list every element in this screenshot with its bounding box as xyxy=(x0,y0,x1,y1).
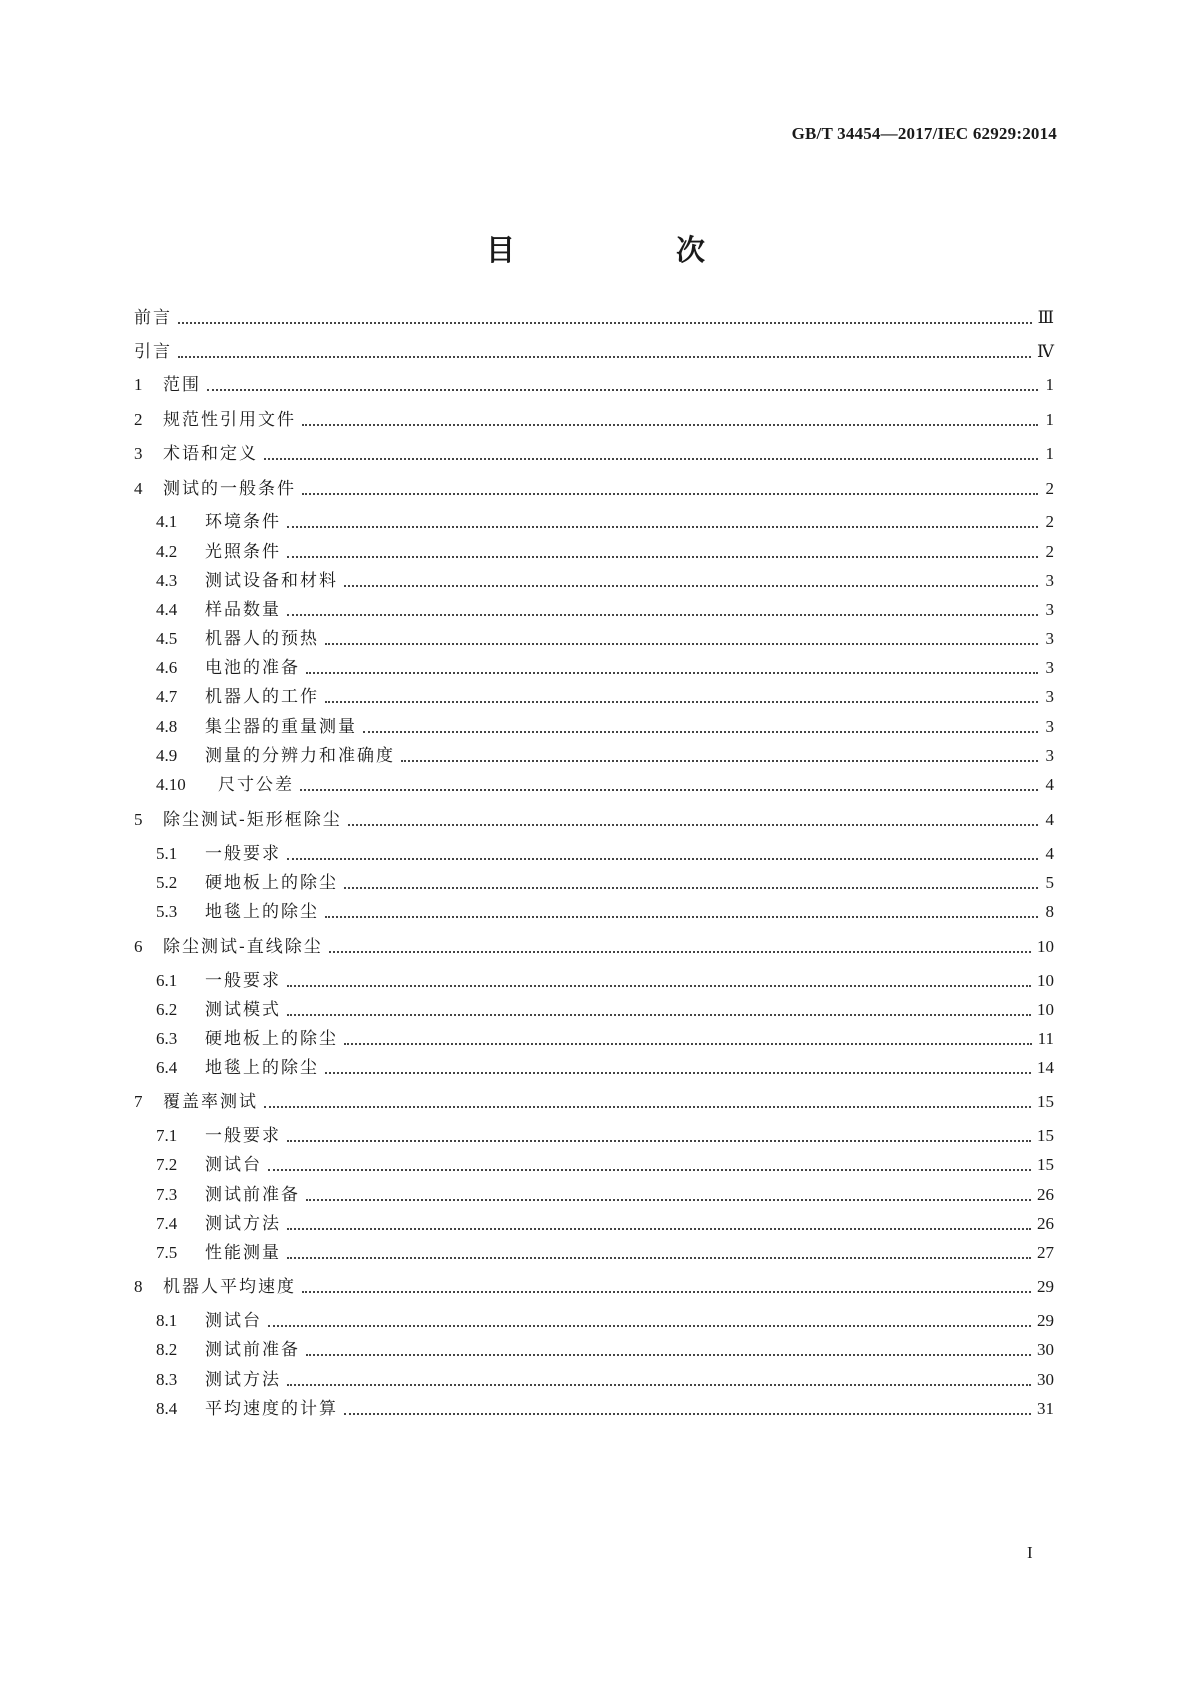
toc-dot-leader xyxy=(344,1043,1032,1045)
toc-entry-page: 31 xyxy=(1037,1399,1054,1418)
toc-entry-page: 30 xyxy=(1037,1370,1054,1389)
toc-dot-leader xyxy=(325,916,1038,918)
toc-entry-title: 测试模式 xyxy=(205,1000,281,1020)
toc-entry[interactable] xyxy=(134,407,1054,433)
toc-entry[interactable] xyxy=(156,1152,1054,1178)
toc-entry-number: 4.1 xyxy=(156,512,178,531)
toc-entry-page: 3 xyxy=(1045,746,1054,765)
toc-entry-number: 4.3 xyxy=(156,571,178,590)
toc-entry-number: 7.5 xyxy=(156,1243,178,1262)
toc-entry-number: 8.3 xyxy=(156,1370,178,1389)
toc-dot-leader xyxy=(287,1014,1031,1016)
toc-entry[interactable] xyxy=(134,934,1054,960)
toc-dot-leader xyxy=(178,322,1032,324)
toc-dot-leader xyxy=(268,1325,1031,1327)
toc-dot-leader xyxy=(264,458,1038,460)
toc-entry[interactable] xyxy=(134,372,1054,398)
toc-dot-leader xyxy=(401,760,1038,762)
toc-entry-number: 4.2 xyxy=(156,542,178,561)
toc-entry-number: 4.7 xyxy=(156,687,178,706)
toc-entry-page: 1 xyxy=(1045,375,1054,394)
toc-entry-title: 硬地板上的除尘 xyxy=(205,1029,338,1049)
toc-entry-title: 除尘测试-直线除尘 xyxy=(163,937,323,957)
toc-entry[interactable] xyxy=(156,1055,1054,1081)
page-title: 目 次 xyxy=(485,233,771,267)
toc-dot-leader xyxy=(178,356,1031,358)
toc-entry[interactable] xyxy=(134,476,1054,502)
toc-entry[interactable] xyxy=(156,968,1054,994)
toc-entry-page: 8 xyxy=(1045,902,1054,921)
toc-dot-leader xyxy=(302,1291,1031,1293)
toc-entry-page: Ⅲ xyxy=(1037,308,1054,327)
toc-entry-number: 4.5 xyxy=(156,629,178,648)
toc-entry-page: 29 xyxy=(1037,1311,1054,1330)
toc-entry-title: 测量的分辨力和准确度 xyxy=(205,746,395,766)
toc-entry-page: 4 xyxy=(1045,810,1054,829)
toc-entry-number: 7.4 xyxy=(156,1214,178,1233)
toc-entry[interactable] xyxy=(134,1274,1054,1300)
toc-entry-title: 性能测量 xyxy=(205,1243,281,1263)
toc-dot-leader xyxy=(287,858,1038,860)
toc-dot-leader xyxy=(325,1072,1031,1074)
toc-entry-title: 硬地板上的除尘 xyxy=(205,873,338,893)
toc-entry-title: 样品数量 xyxy=(205,600,281,620)
toc-entry-title: 测试台 xyxy=(205,1155,262,1175)
toc-entry-page: 3 xyxy=(1045,600,1054,619)
toc-entry-number: 6.1 xyxy=(156,971,178,990)
toc-entry-number: 4 xyxy=(134,479,143,498)
toc-entry-number: 7.2 xyxy=(156,1155,178,1174)
toc-entry[interactable] xyxy=(156,1182,1054,1208)
toc-entry[interactable] xyxy=(156,1396,1054,1422)
page-number: I xyxy=(1027,1543,1033,1562)
toc-entry-title: 地毯上的除尘 xyxy=(205,1058,319,1078)
toc-entry-number: 5.1 xyxy=(156,844,178,863)
toc-dot-leader xyxy=(325,701,1038,703)
toc-entry-number: 6.2 xyxy=(156,1000,178,1019)
toc-entry-title: 测试前准备 xyxy=(205,1185,300,1205)
toc-entry[interactable] xyxy=(156,626,1054,652)
toc-entry-page: 26 xyxy=(1037,1214,1054,1233)
toc-entry-title: 尺寸公差 xyxy=(218,775,294,795)
toc-entry-page: 30 xyxy=(1037,1340,1054,1359)
toc-entry[interactable] xyxy=(156,743,1054,769)
toc-entry-number: 7.1 xyxy=(156,1126,178,1145)
toc-dot-leader xyxy=(287,556,1038,558)
toc-dot-leader xyxy=(287,526,1038,528)
toc-entry[interactable] xyxy=(156,1367,1054,1393)
toc-dot-leader xyxy=(344,585,1038,587)
toc-entry[interactable] xyxy=(156,870,1054,896)
toc-entry-page: 1 xyxy=(1045,410,1054,429)
toc-entry-title: 机器人平均速度 xyxy=(163,1277,296,1297)
toc-entry-page: 3 xyxy=(1045,629,1054,648)
toc-entry-page: 10 xyxy=(1037,937,1054,956)
toc-dot-leader xyxy=(329,951,1031,953)
toc-entry[interactable] xyxy=(156,568,1054,594)
toc-entry[interactable] xyxy=(156,684,1054,710)
toc-entry[interactable] xyxy=(156,772,1054,798)
toc-entry-number: 8 xyxy=(134,1277,143,1296)
toc-entry-title: 机器人的预热 xyxy=(205,629,319,649)
toc-entry-title: 覆盖率测试 xyxy=(163,1092,258,1112)
toc-entry[interactable] xyxy=(156,1123,1054,1149)
toc-entry-title: 环境条件 xyxy=(205,512,281,532)
toc-entry[interactable] xyxy=(156,1337,1054,1363)
toc-entry-page: 2 xyxy=(1045,479,1054,498)
toc-entry-page: 2 xyxy=(1045,542,1054,561)
toc-entry-number: 6.3 xyxy=(156,1029,178,1048)
toc-entry-page: 14 xyxy=(1037,1058,1054,1077)
toc-entry-page: 10 xyxy=(1037,971,1054,990)
toc-entry-page: 5 xyxy=(1045,873,1054,892)
toc-dot-leader xyxy=(302,493,1038,495)
toc-entry[interactable] xyxy=(156,1308,1054,1334)
toc-entry-page: 4 xyxy=(1045,844,1054,863)
toc-entry-page: 3 xyxy=(1045,571,1054,590)
toc-entry-page: 26 xyxy=(1037,1185,1054,1204)
toc-dot-leader xyxy=(287,1140,1031,1142)
toc-entry-title: 电池的准备 xyxy=(205,658,300,678)
toc-entry[interactable] xyxy=(134,807,1054,833)
toc-dot-leader xyxy=(264,1106,1031,1108)
toc-entry[interactable] xyxy=(156,1240,1054,1266)
toc-entry-title: 术语和定义 xyxy=(163,444,258,464)
toc-entry-title: 除尘测试-矩形框除尘 xyxy=(163,810,342,830)
toc-entry-page: 3 xyxy=(1045,687,1054,706)
toc-entry-number: 4.6 xyxy=(156,658,178,677)
toc-dot-leader xyxy=(268,1169,1031,1171)
toc-dot-leader xyxy=(302,424,1038,426)
toc-entry-number: 5.2 xyxy=(156,873,178,892)
toc-dot-leader xyxy=(287,1257,1031,1259)
toc-entry[interactable] xyxy=(156,1211,1054,1237)
toc-entry-number: 2 xyxy=(134,410,143,429)
toc-entry[interactable] xyxy=(156,899,1054,925)
toc-entry-title: 测试方法 xyxy=(205,1370,281,1390)
toc-entry-title: 机器人的工作 xyxy=(205,687,319,707)
toc-entry-title: 测试台 xyxy=(205,1311,262,1331)
toc-entry-page: 15 xyxy=(1037,1155,1054,1174)
toc-entry-title: 范围 xyxy=(163,375,201,395)
toc-entry-number: 8.4 xyxy=(156,1399,178,1418)
toc-entry-number: 3 xyxy=(134,444,143,463)
toc-dot-leader xyxy=(363,731,1038,733)
toc-dot-leader xyxy=(306,1354,1031,1356)
toc-entry-number: 1 xyxy=(134,375,143,394)
toc-entry[interactable] xyxy=(134,441,1054,467)
toc-entry-page: 15 xyxy=(1037,1126,1054,1145)
toc-entry[interactable] xyxy=(156,714,1054,740)
toc-entry-title: 规范性引用文件 xyxy=(163,410,296,430)
toc-entry[interactable] xyxy=(156,997,1054,1023)
toc-dot-leader xyxy=(287,614,1038,616)
toc-entry-number: 7.3 xyxy=(156,1185,178,1204)
toc-entry-title: 测试前准备 xyxy=(205,1340,300,1360)
toc-entry-title: 引言 xyxy=(134,342,172,362)
toc-entry-number: 5 xyxy=(134,810,143,829)
toc-entry-number: 6 xyxy=(134,937,143,956)
toc-entry-page: 27 xyxy=(1037,1243,1054,1262)
toc-entry-page: 3 xyxy=(1045,658,1054,677)
toc-dot-leader xyxy=(344,1413,1031,1415)
toc-entry-page: Ⅳ xyxy=(1037,342,1054,361)
toc-entry-page: 1 xyxy=(1045,444,1054,463)
toc-dot-leader xyxy=(300,789,1038,791)
toc-entry[interactable] xyxy=(156,655,1054,681)
toc-entry[interactable] xyxy=(156,841,1054,867)
toc-entry[interactable] xyxy=(156,539,1054,565)
toc-entry-number: 6.4 xyxy=(156,1058,178,1077)
toc-entry[interactable] xyxy=(156,597,1054,623)
toc-dot-leader xyxy=(207,389,1038,391)
toc-entry-number: 7 xyxy=(134,1092,143,1111)
toc-entry-title: 地毯上的除尘 xyxy=(205,902,319,922)
toc-entry-number: 4.9 xyxy=(156,746,178,765)
toc-dot-leader xyxy=(344,887,1038,889)
toc-entry-title: 一般要求 xyxy=(205,844,281,864)
toc-entry-title: 测试设备和材料 xyxy=(205,571,338,591)
toc-entry-title: 前言 xyxy=(134,308,172,328)
toc-entry-page: 15 xyxy=(1037,1092,1054,1111)
toc-entry-title: 平均速度的计算 xyxy=(205,1399,338,1419)
toc-entry-number: 5.3 xyxy=(156,902,178,921)
toc-dot-leader xyxy=(348,824,1038,826)
toc-entry[interactable] xyxy=(156,509,1054,535)
toc-entry-title: 测试的一般条件 xyxy=(163,479,296,499)
toc-dot-leader xyxy=(306,1199,1031,1201)
toc-entry-title: 一般要求 xyxy=(205,1126,281,1146)
toc-entry-page: 11 xyxy=(1037,1029,1054,1048)
toc-dot-leader xyxy=(325,643,1038,645)
toc-entry-page: 2 xyxy=(1045,512,1054,531)
toc-entry-title: 集尘器的重量测量 xyxy=(205,717,357,737)
toc-entry-page: 10 xyxy=(1037,1000,1054,1019)
toc-dot-leader xyxy=(287,985,1031,987)
toc-entry-page: 3 xyxy=(1045,717,1054,736)
toc-entry[interactable] xyxy=(134,1089,1054,1115)
toc-entry[interactable] xyxy=(156,1026,1054,1052)
toc-entry-number: 4.4 xyxy=(156,600,178,619)
toc-dot-leader xyxy=(306,672,1038,674)
toc-dot-leader xyxy=(287,1228,1031,1230)
toc-entry-page: 29 xyxy=(1037,1277,1054,1296)
toc-entry-title: 一般要求 xyxy=(205,971,281,991)
toc-entry-number: 4.10 xyxy=(156,775,186,794)
toc-entry-number: 8.2 xyxy=(156,1340,178,1359)
toc-entry-title: 光照条件 xyxy=(205,542,281,562)
toc-entry-title: 测试方法 xyxy=(205,1214,281,1234)
toc-entry-number: 8.1 xyxy=(156,1311,178,1330)
toc-entry[interactable] xyxy=(134,339,1054,365)
toc-dot-leader xyxy=(287,1384,1031,1386)
toc-entry-number: 4.8 xyxy=(156,717,178,736)
toc-entry[interactable] xyxy=(134,305,1054,331)
toc-entry-page: 4 xyxy=(1045,775,1054,794)
standard-id: GB/T 34454—2017/IEC 62929:2014 xyxy=(791,124,1057,143)
